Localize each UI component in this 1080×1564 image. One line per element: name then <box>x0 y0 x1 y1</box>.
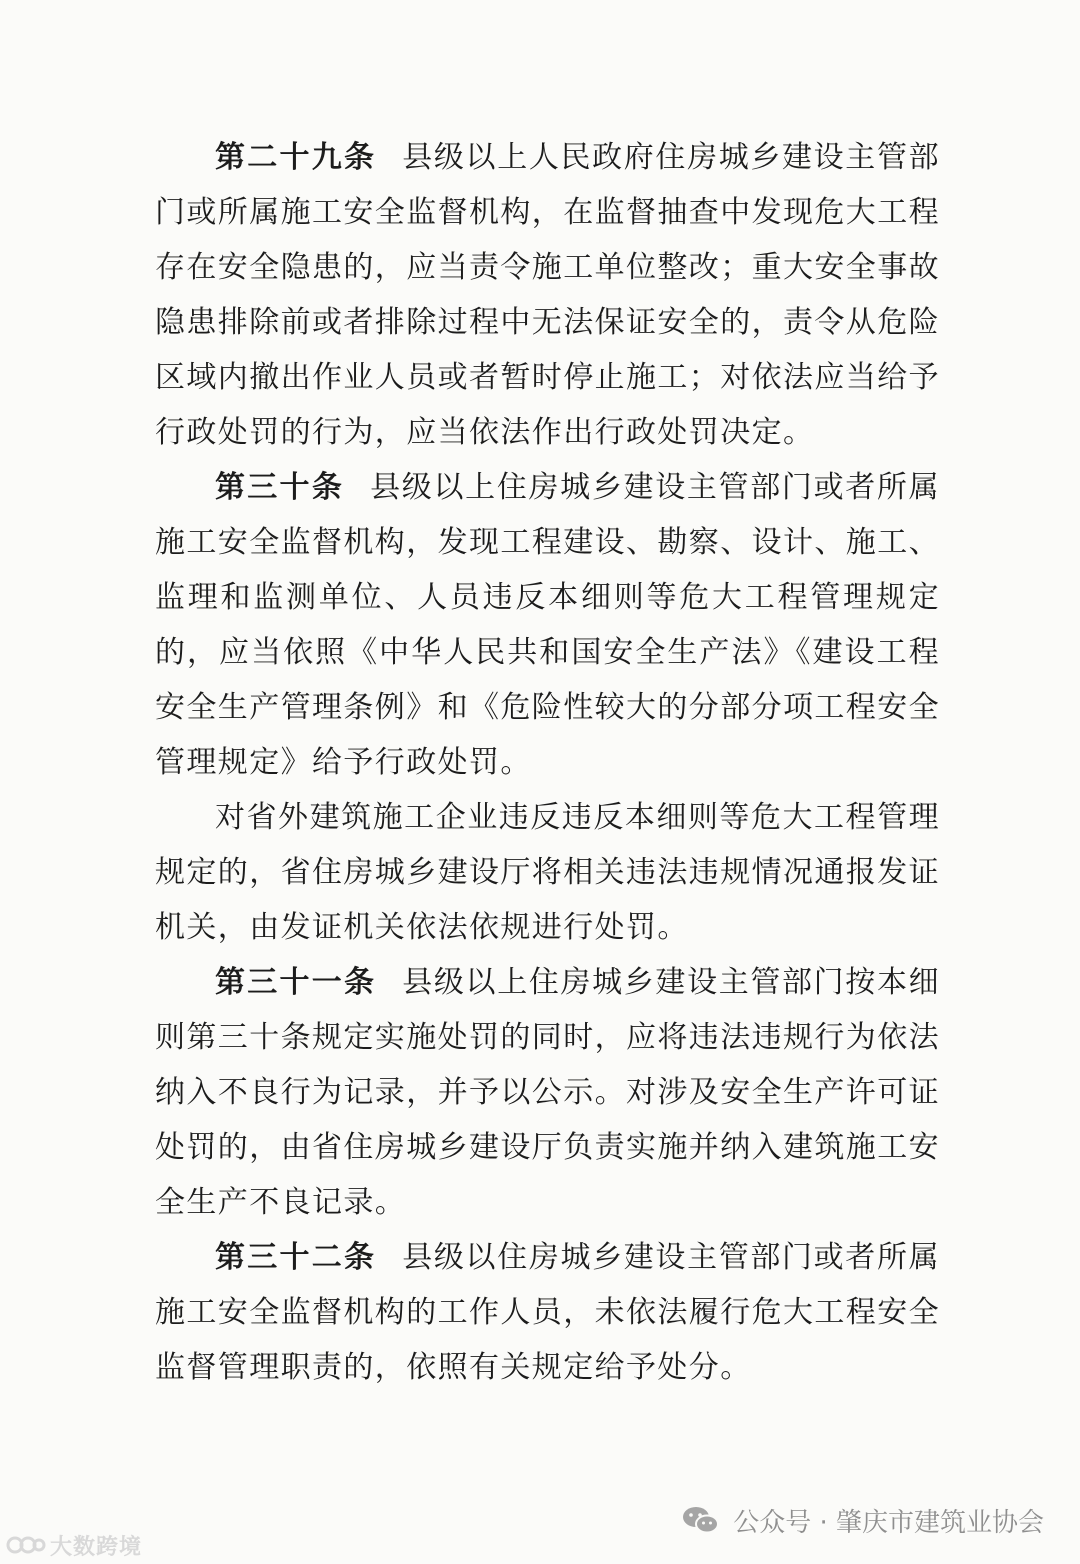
article-heading: 第三十二条 <box>215 1240 377 1275</box>
article-30 <box>155 460 940 790</box>
corner-watermark <box>6 1530 142 1560</box>
corner-watermark-text: 大数跨境 <box>50 1534 143 1560</box>
article-29 <box>155 130 940 460</box>
article-text: 对省外建筑施工企业违反违反本细则等危大工程管理规定的，省住房城乡建设厅将相关违法违规情况通报发证机关，由发证机关依法依规进行处罚。 <box>155 800 940 945</box>
article-text: 县级以上住房城乡建设主管部门或者所属施工安全监督机构，发现工程建设、勘察、设计、施工、监理和监测单位、人员违反本细则等危大工程管理规定的，应当依照《中华人民共和国安全生产法》《建设工程安全生产管理条例》和《危险性较大的分部分项工程安全管理规定》给予行政处罚。 <box>155 470 941 780</box>
article-30-paragraph-2 <box>155 790 940 955</box>
article-heading: 第三十一条 <box>215 965 377 1000</box>
article-heading: 第二十九条 <box>215 140 377 175</box>
document-body <box>155 130 940 1395</box>
article-32 <box>155 1230 940 1395</box>
article-text: 县级以上住房城乡建设主管部门按本细则第三十条规定实施处罚的同时，应将违法违规行为依法纳入不良行为记录，并予以公示。对涉及安全生产许可证处罚的，由省住房城乡建设厅负责实施并纳入建筑施工安全生产不良记录。 <box>155 965 941 1220</box>
article-text: 县级以上人民政府住房城乡建设主管部门或所属施工安全监督机构，在监督抽查中发现危大工程存在安全隐患的，应当责令施工单位整改；重大安全事故隐患排除前或者排除过程中无法保证安全的，责令从危险区域内撤出作业人员或者暂时停止施工；对依法应当给予行政处罚的行为，应当依法作出行政处罚决定。 <box>155 140 941 450</box>
watermark-text: 公众号 · 肇庆市建筑业协会 <box>733 1507 1044 1538</box>
wechat-icon <box>681 1505 721 1535</box>
article-heading: 第三十条 <box>215 470 345 505</box>
wechat-watermark <box>681 1498 1044 1542</box>
article-text: 县级以住房城乡建设主管部门或者所属施工安全监督机构的工作人员，未依法履行危大工程安全监督管理职责的，依照有关规定给予处分。 <box>155 1240 941 1385</box>
logo-icon <box>6 1533 46 1557</box>
article-31 <box>155 955 940 1230</box>
